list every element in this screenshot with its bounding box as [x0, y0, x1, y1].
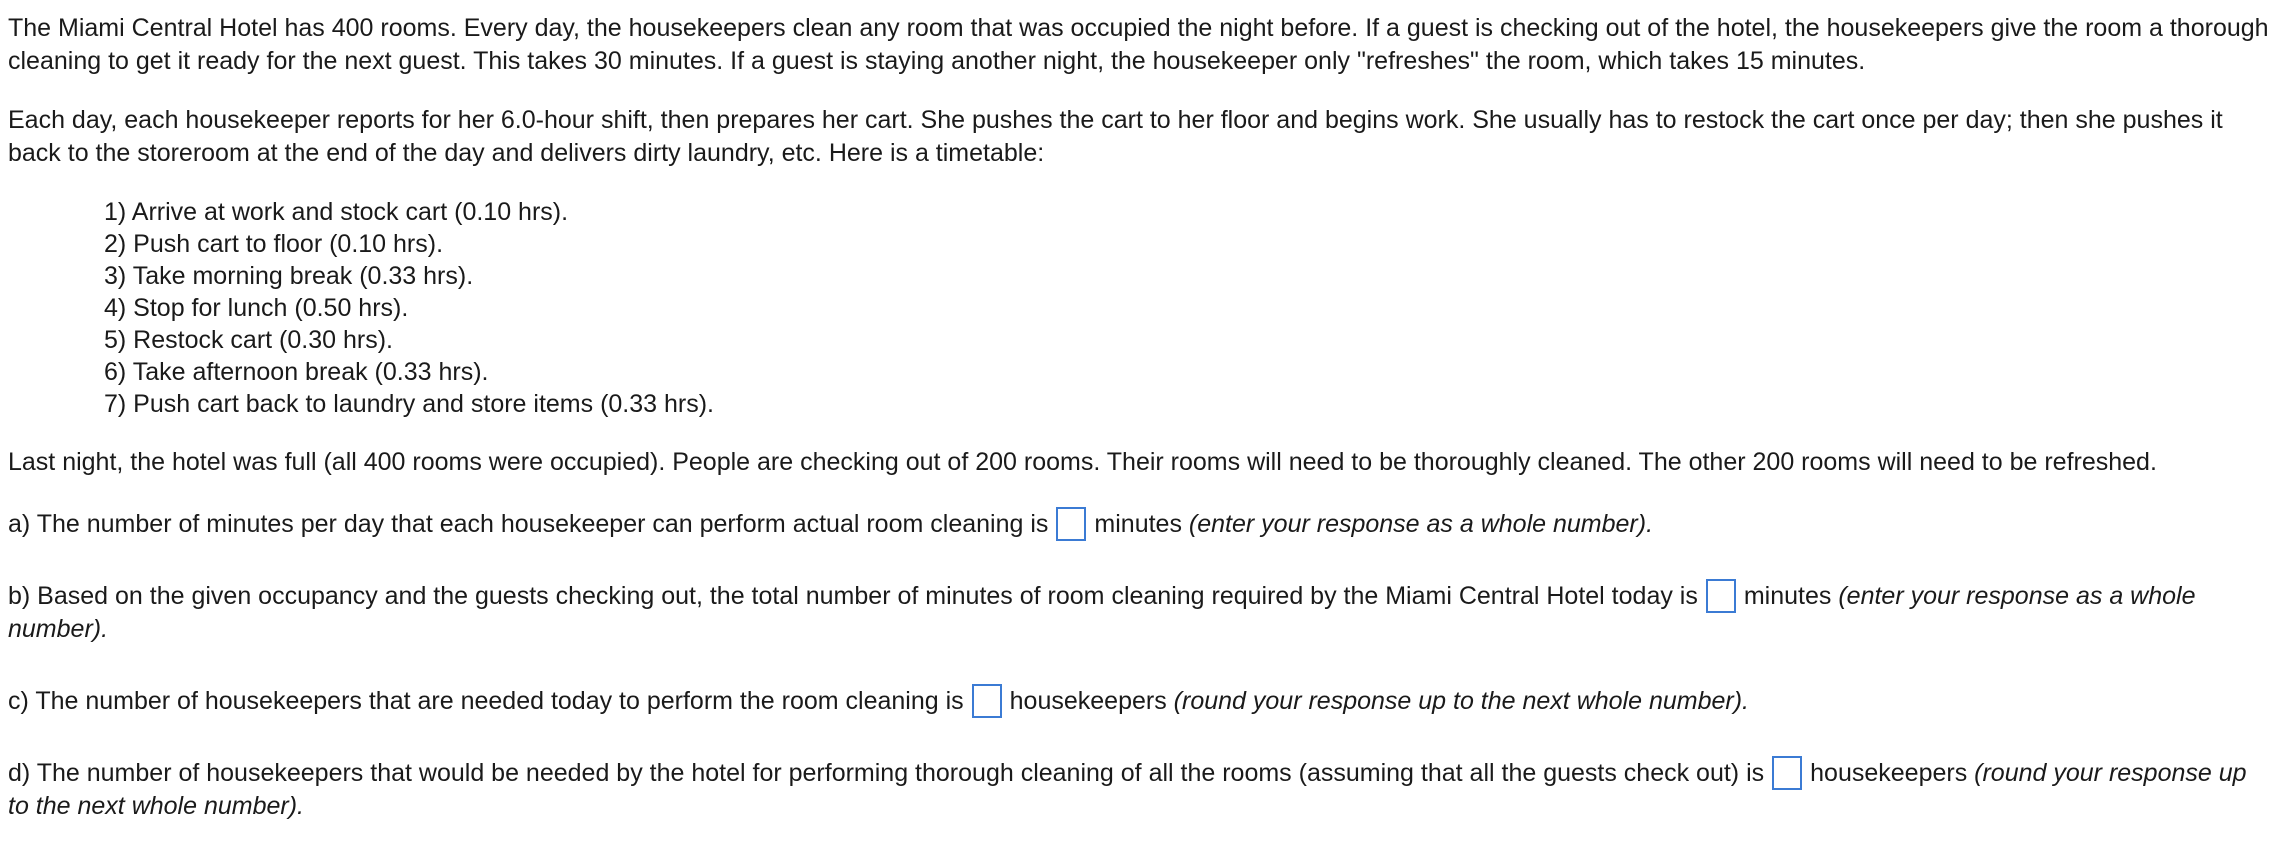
question-a [8, 507, 2270, 541]
question-b-text: b) Based on the given occupancy and the guests checking out, the total number of minutes of room cleaning required by the Miami Central Hotel today is [8, 582, 1698, 610]
timetable-item: 4) Stop for lunch (0.50 hrs). [104, 294, 409, 322]
answer-input-d[interactable] [1772, 756, 1802, 790]
timetable-item: 2) Push cart to floor (0.10 hrs). [104, 230, 444, 258]
question-d-text: d) The number of housekeepers that would be needed by the hotel for performing thorough cleaning of all the rooms (assuming that all the guests check out) is [8, 759, 1765, 787]
timetable-list [8, 196, 2270, 420]
answer-input-c[interactable] [972, 684, 1002, 718]
question-c-unit: housekeepers [1009, 687, 1167, 715]
answer-input-b[interactable] [1706, 579, 1736, 613]
timetable-item: 5) Restock cart (0.30 hrs). [104, 326, 393, 354]
intro-paragraph-1: The Miami Central Hotel has 400 rooms. Every day, the housekeepers clean any room that was occupied the night before. If a guest is checking out of the hotel, the housekeepers give the room a thorough cleaning to get it ready for the next guest. This takes 30 minutes. If a guest is staying another night, the housekeeper only "refreshes" the room, which takes 15 minutes. [8, 14, 2269, 75]
question-a-unit: minutes [1094, 510, 1182, 538]
question-d [8, 756, 2270, 823]
question-b-unit: minutes [1743, 582, 1832, 610]
timetable-item: 1) Arrive at work and stock cart (0.10 hrs). [104, 198, 569, 226]
timetable-item: 3) Take morning break (0.33 hrs). [104, 262, 474, 290]
question-d-unit: housekeepers [1810, 759, 1968, 787]
question-c-hint: (round your response up to the next whole number). [1173, 687, 1750, 715]
question-a-hint: (enter your response as a whole number). [1188, 510, 1654, 538]
question-c [8, 684, 2270, 718]
question-a-text: a) The number of minutes per day that each housekeeper can perform actual room cleaning is [8, 510, 1049, 538]
question-d-hint: (round your response up to the next whole number). [8, 759, 2247, 820]
answer-input-a[interactable] [1056, 507, 1086, 541]
intro-paragraph-2: Each day, each housekeeper reports for her 6.0-hour shift, then prepares her cart. She pushes the cart to her floor and begins work. She usually has to restock the cart once per day; then she pushes it back to the storeroom at the end of the day and delivers dirty laundry, etc. Here is a timetable: [8, 106, 2223, 167]
timetable-item: 7) Push cart back to laundry and store items (0.33 hrs). [104, 390, 714, 418]
question-b [8, 579, 2270, 646]
question-c-text: c) The number of housekeepers that are needed today to perform the room cleaning is [8, 687, 964, 715]
scenario-paragraph: Last night, the hotel was full (all 400 rooms were occupied). People are checking out of 200 rooms. Their rooms will need to be thoroughly cleaned. The other 200 rooms will need to be refreshed. [8, 448, 2157, 476]
timetable-item: 6) Take afternoon break (0.33 hrs). [104, 358, 489, 386]
question-b-hint: (enter your response as a whole number). [8, 582, 2196, 643]
